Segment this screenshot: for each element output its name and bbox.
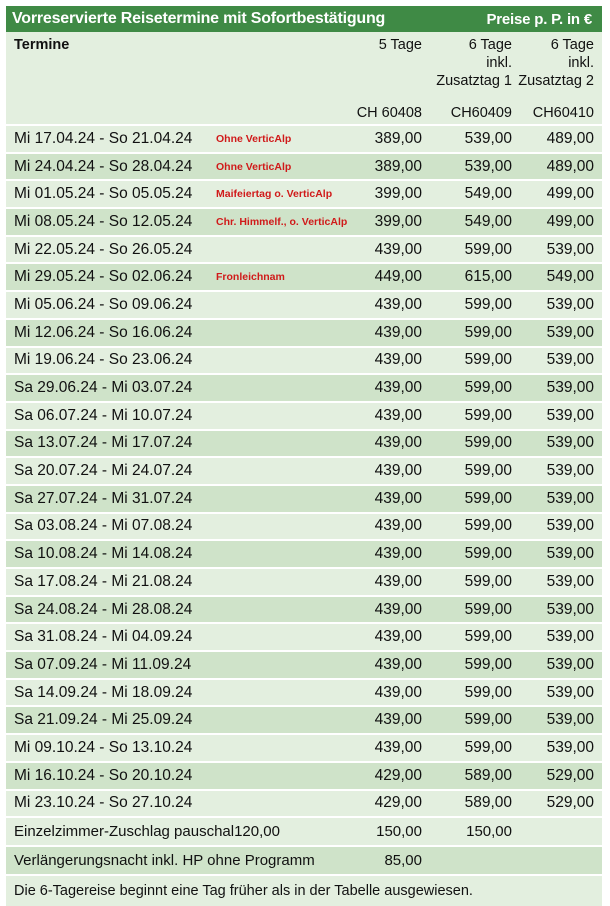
row-price-6tage-2: 539,00 (546, 738, 594, 756)
row-date: Mi 22.05.24 - So 26.05.24 (14, 240, 193, 258)
row-date: Sa 06.07.24 - Mi 10.07.24 (14, 406, 193, 424)
row-price-6tage-1: 589,00 (464, 794, 512, 812)
row-date: Mi 01.05.24 - So 05.05.24 (14, 185, 193, 203)
row-price-6tage-2: 539,00 (546, 323, 594, 341)
table-extras (6, 818, 602, 876)
row-price-5tage: 439,00 (374, 240, 422, 258)
footnote: Die 6-Tagereise beginnt eine Tag früher als in der Tabelle ausgewiesen. (6, 876, 602, 906)
row-price-6tage-1: 589,00 (464, 766, 512, 784)
row-price-5tage: 439,00 (374, 489, 422, 507)
row-price-6tage-1: 599,00 (464, 323, 512, 341)
row-date: Mi 29.05.24 - So 02.06.24 (14, 268, 193, 286)
table-row (6, 791, 602, 819)
row-price-5tage: 439,00 (374, 711, 422, 729)
row-price-6tage-1: 599,00 (464, 711, 512, 729)
extras-price-5tage: 85,00 (384, 852, 422, 870)
row-price-6tage-1: 599,00 (464, 738, 512, 756)
row-price-6tage-1: 599,00 (464, 434, 512, 452)
table-row (6, 264, 602, 292)
row-price-6tage-1: 539,00 (464, 129, 512, 147)
row-date: Mi 19.06.24 - So 23.06.24 (14, 351, 193, 369)
extras-price-6tage-1: 150,00 (466, 823, 512, 841)
row-date: Mi 24.04.24 - So 28.04.24 (14, 157, 193, 175)
row-price-6tage-2: 539,00 (546, 711, 594, 729)
row-price-6tage-2: 499,00 (546, 185, 594, 203)
row-date: Sa 29.06.24 - Mi 03.07.24 (14, 379, 193, 397)
row-price-5tage: 439,00 (374, 683, 422, 701)
table-row (6, 541, 602, 569)
table-row (6, 375, 602, 403)
row-price-6tage-1: 539,00 (464, 157, 512, 175)
row-price-6tage-1: 599,00 (464, 351, 512, 369)
table-row (6, 652, 602, 680)
table-title: Vorreservierte Reisetermine mit Sofortbestätigung (12, 10, 386, 27)
table-row (6, 624, 602, 652)
table-row (6, 154, 602, 182)
col-header-6tage-1-code: CH60409 (450, 105, 512, 121)
row-price-6tage-2: 529,00 (546, 794, 594, 812)
table-row (6, 514, 602, 542)
row-price-6tage-2: 489,00 (546, 157, 594, 175)
row-price-6tage-2: 539,00 (546, 655, 594, 673)
row-note: Maifeiertag o. VerticAlp (216, 188, 333, 201)
row-price-6tage-2: 539,00 (546, 489, 594, 507)
row-date: Mi 09.10.24 - So 13.10.24 (14, 738, 193, 756)
row-price-6tage-1: 549,00 (464, 212, 512, 230)
row-price-5tage: 439,00 (374, 628, 422, 646)
row-price-5tage: 439,00 (374, 600, 422, 618)
row-date: Sa 03.08.24 - Mi 07.08.24 (14, 517, 193, 535)
table-row (6, 680, 602, 708)
row-price-5tage: 439,00 (374, 517, 422, 535)
col-header-6tage-2-zusatz: Zusatztag 2 (518, 73, 594, 89)
row-price-6tage-1: 599,00 (464, 517, 512, 535)
row-price-6tage-2: 539,00 (546, 683, 594, 701)
row-price-6tage-1: 599,00 (464, 295, 512, 313)
row-price-6tage-2: 539,00 (546, 351, 594, 369)
table-row (6, 458, 602, 486)
row-price-5tage: 439,00 (374, 379, 422, 397)
col-header-6tage-1: 6 Tage (468, 37, 512, 53)
row-date: Sa 31.08.24 - Mi 04.09.24 (14, 628, 193, 646)
table-row (6, 292, 602, 320)
row-price-6tage-2: 489,00 (546, 129, 594, 147)
row-price-5tage: 389,00 (374, 157, 422, 175)
row-date: Sa 21.09.24 - Mi 25.09.24 (14, 711, 193, 729)
row-price-5tage: 439,00 (374, 738, 422, 756)
row-price-5tage: 429,00 (374, 766, 422, 784)
row-date: Sa 13.07.24 - Mi 17.07.24 (14, 434, 193, 452)
table-row (6, 763, 602, 791)
row-price-6tage-2: 539,00 (546, 600, 594, 618)
row-date: Sa 24.08.24 - Mi 28.08.24 (14, 600, 193, 618)
col-header-6tage-1-zusatz: Zusatztag 1 (436, 73, 512, 89)
table-row (6, 181, 602, 209)
col-header-6tage-2-inkl: inkl. (568, 55, 594, 71)
row-price-6tage-1: 615,00 (464, 268, 512, 286)
table-row (6, 597, 602, 625)
row-price-5tage: 399,00 (374, 185, 422, 203)
table-row (6, 320, 602, 348)
row-date: Sa 27.07.24 - Mi 31.07.24 (14, 489, 193, 507)
row-price-6tage-2: 539,00 (546, 379, 594, 397)
table-header-bar (6, 6, 602, 32)
table-row (6, 735, 602, 763)
row-date: Sa 14.09.24 - Mi 18.09.24 (14, 683, 193, 701)
table-row (6, 237, 602, 265)
table-row (6, 707, 602, 735)
row-date: Mi 16.10.24 - So 20.10.24 (14, 766, 193, 784)
table-row (6, 403, 602, 431)
row-date: Mi 05.06.24 - So 09.06.24 (14, 295, 193, 313)
extras-label: Einzelzimmer-Zuschlag pauschal120,00 (14, 823, 280, 841)
row-note: Ohne VerticAlp (216, 132, 292, 145)
extras-row (6, 818, 602, 847)
row-price-6tage-1: 599,00 (464, 572, 512, 590)
row-note: Ohne VerticAlp (216, 160, 292, 173)
row-price-5tage: 439,00 (374, 295, 422, 313)
row-price-6tage-2: 539,00 (546, 462, 594, 480)
row-price-6tage-2: 539,00 (546, 628, 594, 646)
row-price-5tage: 439,00 (374, 351, 422, 369)
col-header-6tage-1-inkl: inkl. (486, 55, 512, 71)
row-date: Sa 20.07.24 - Mi 24.07.24 (14, 462, 193, 480)
row-price-5tage: 399,00 (374, 212, 422, 230)
row-price-5tage: 439,00 (374, 462, 422, 480)
row-price-6tage-2: 539,00 (546, 545, 594, 563)
row-note: Fronleichnam (216, 271, 285, 284)
col-header-5tage: 5 Tage (378, 37, 422, 53)
row-price-5tage: 429,00 (374, 794, 422, 812)
row-price-6tage-2: 549,00 (546, 268, 594, 286)
row-price-6tage-2: 539,00 (546, 517, 594, 535)
row-price-5tage: 439,00 (374, 406, 422, 424)
table-row (6, 209, 602, 237)
table-body (6, 126, 602, 818)
row-price-6tage-1: 599,00 (464, 655, 512, 673)
column-headers (6, 32, 602, 126)
row-price-6tage-2: 539,00 (546, 406, 594, 424)
row-price-6tage-1: 599,00 (464, 683, 512, 701)
row-price-6tage-1: 599,00 (464, 489, 512, 507)
price-table (6, 6, 602, 906)
row-price-6tage-1: 599,00 (464, 628, 512, 646)
row-price-5tage: 449,00 (374, 268, 422, 286)
row-price-5tage: 439,00 (374, 655, 422, 673)
row-price-6tage-1: 599,00 (464, 406, 512, 424)
row-date: Mi 17.04.24 - So 21.04.24 (14, 129, 193, 147)
row-date: Mi 23.10.24 - So 27.10.24 (14, 794, 193, 812)
row-note: Chr. Himmelf., o. VerticAlp (216, 215, 348, 228)
row-price-6tage-1: 549,00 (464, 185, 512, 203)
row-price-6tage-1: 599,00 (464, 545, 512, 563)
row-price-5tage: 439,00 (374, 572, 422, 590)
table-row (6, 348, 602, 376)
row-price-5tage: 439,00 (374, 323, 422, 341)
row-date: Mi 12.06.24 - So 16.06.24 (14, 323, 193, 341)
row-price-6tage-2: 539,00 (546, 434, 594, 452)
row-price-6tage-1: 599,00 (464, 600, 512, 618)
table-row (6, 486, 602, 514)
row-date: Sa 10.08.24 - Mi 14.08.24 (14, 545, 193, 563)
table-row (6, 126, 602, 154)
row-price-6tage-1: 599,00 (464, 379, 512, 397)
row-date: Sa 07.09.24 - Mi 11.09.24 (14, 655, 192, 673)
row-price-6tage-2: 499,00 (546, 212, 594, 230)
extras-label: Verlängerungsnacht inkl. HP ohne Programm (14, 852, 315, 870)
row-price-6tage-1: 599,00 (464, 240, 512, 258)
col-header-5tage-code: CH 60408 (356, 105, 422, 121)
row-price-6tage-2: 539,00 (546, 240, 594, 258)
col-header-6tage-2: 6 Tage (550, 37, 594, 53)
row-price-6tage-2: 539,00 (546, 572, 594, 590)
extras-row (6, 847, 602, 876)
col-header-termine: Termine (14, 37, 70, 53)
row-date: Sa 17.08.24 - Mi 21.08.24 (14, 572, 193, 590)
row-price-6tage-1: 599,00 (464, 462, 512, 480)
row-date: Mi 08.05.24 - So 12.05.24 (14, 212, 193, 230)
row-price-5tage: 439,00 (374, 434, 422, 452)
row-price-5tage: 439,00 (374, 545, 422, 563)
table-row (6, 569, 602, 597)
table-row (6, 431, 602, 459)
extras-price-5tage: 150,00 (376, 823, 422, 841)
row-price-5tage: 389,00 (374, 129, 422, 147)
row-price-6tage-2: 529,00 (546, 766, 594, 784)
row-price-6tage-2: 539,00 (546, 295, 594, 313)
col-header-6tage-2-code: CH60410 (532, 105, 594, 121)
price-unit-note: Preise p. P. in € (486, 10, 592, 28)
